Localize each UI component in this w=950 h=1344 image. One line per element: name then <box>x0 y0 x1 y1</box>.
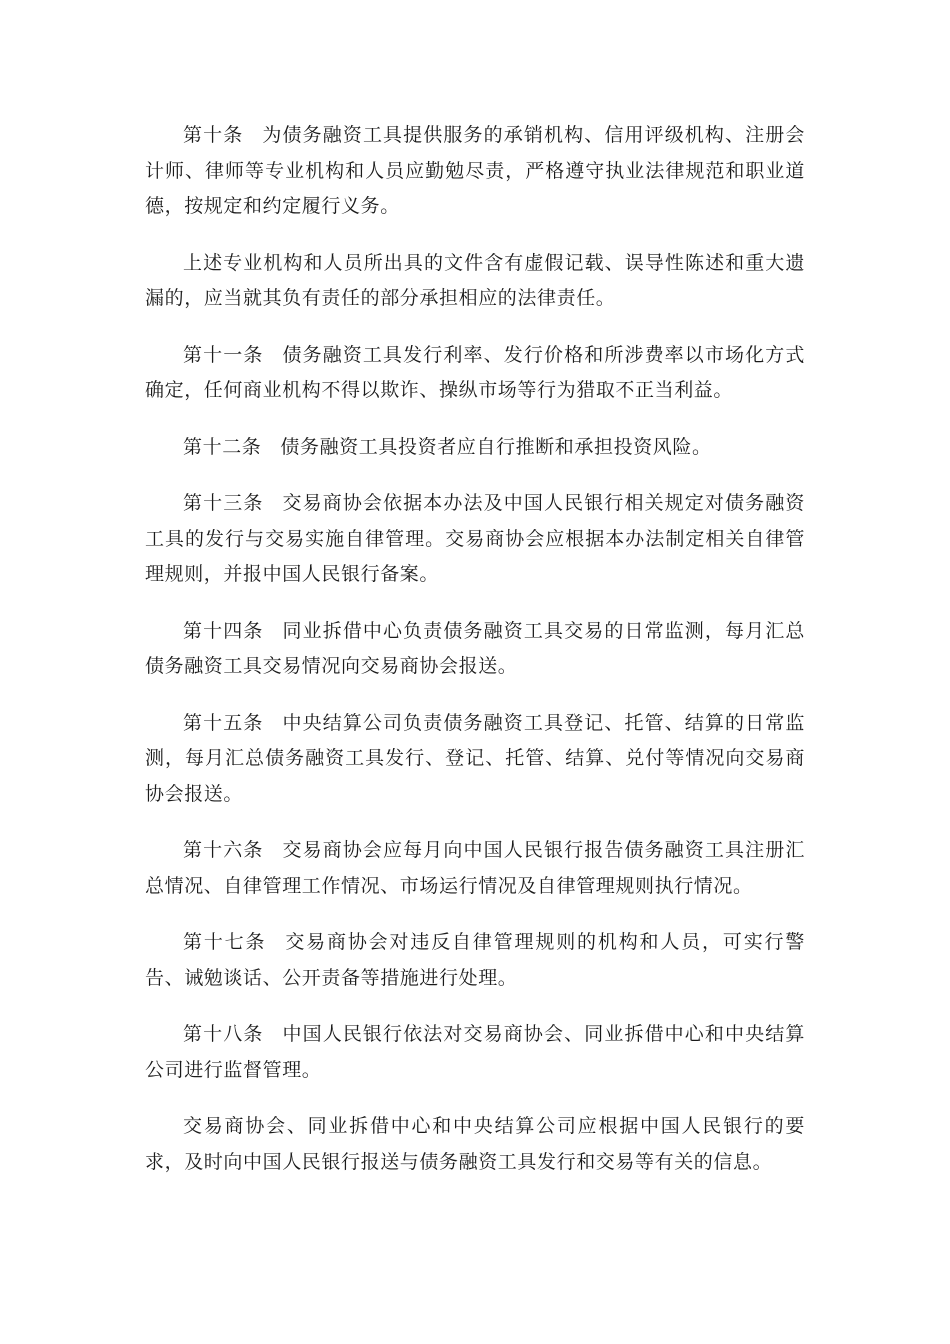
paragraph-article-15 <box>145 706 805 813</box>
paragraph-article-14 <box>145 614 805 685</box>
paragraph-article-11 <box>145 338 805 409</box>
paragraph-article-13 <box>145 486 805 593</box>
paragraph-text: 上述专业机构和人员所出具的文件含有虚假记载、误导性陈述和重大遗漏的，应当就其负有责任的部分承担相应的法律责任。 <box>145 251 805 309</box>
paragraph-text: 交易商协会应每月向中国人民银行报告债务融资工具注册汇总情况、自律管理工作情况、市场运行情况及自律管理规则执行情况。 <box>145 839 805 897</box>
article-number: 第十条 <box>183 124 244 146</box>
paragraph-article-12 <box>145 430 805 466</box>
paragraph-text: 中央结算公司负责债务融资工具登记、托管、结算的日常监测，每月汇总债务融资工具发行、登记、托管、结算、兑付等情况向交易商协会报送。 <box>145 711 805 805</box>
document-page <box>145 118 805 1201</box>
article-number: 第十五条 <box>183 711 264 734</box>
article-number: 第十一条 <box>183 343 264 366</box>
paragraph-text: 中国人民银行依法对交易商协会、同业拆借中心和中央结算公司进行监督管理。 <box>145 1023 805 1081</box>
article-number: 第十三条 <box>183 492 264 514</box>
paragraph-article-10 <box>145 118 805 225</box>
paragraph-text: 交易商协会、同业拆借中心和中央结算公司应根据中国人民银行的要求，及时向中国人民银行报送与债务融资工具发行和交易等有关的信息。 <box>145 1115 805 1173</box>
paragraph-text: 为债务融资工具提供服务的承销机构、信用评级机构、注册会计师、律师等专业机构和人员应勤勉尽责，严格遵守执业法律规范和职业道德，按规定和约定履行义务。 <box>145 124 805 217</box>
article-number: 第十七条 <box>183 931 267 953</box>
paragraph-article-16 <box>145 833 805 904</box>
article-number: 第十六条 <box>183 839 264 861</box>
paragraph-article-18-continued <box>145 1109 805 1180</box>
paragraph-article-10-continued <box>145 246 805 317</box>
paragraph-article-18 <box>145 1017 805 1088</box>
article-number: 第十四条 <box>183 619 264 642</box>
paragraph-article-17 <box>145 925 805 996</box>
paragraph-text: 交易商协会依据本办法及中国人民银行相关规定对债务融资工具的发行与交易实施自律管理。交易商协会应根据本办法制定相关自律管理规则，并报中国人民银行备案。 <box>145 492 805 585</box>
article-number: 第十八条 <box>183 1023 264 1045</box>
paragraph-text: 债务融资工具投资者应自行推断和承担投资风险。 <box>280 435 712 458</box>
article-number: 第十二条 <box>183 435 262 458</box>
paragraph-text: 同业拆借中心负责债务融资工具交易的日常监测，每月汇总债务融资工具交易情况向交易商协会报送。 <box>145 619 805 677</box>
paragraph-text: 交易商协会对违反自律管理规则的机构和人员，可实行警告、诫勉谈话、公开责备等措施进行处理。 <box>145 931 805 989</box>
paragraph-text: 债务融资工具发行利率、发行价格和所涉费率以市场化方式确定，任何商业机构不得以欺诈、操纵市场等行为猎取不正当利益。 <box>145 343 805 401</box>
